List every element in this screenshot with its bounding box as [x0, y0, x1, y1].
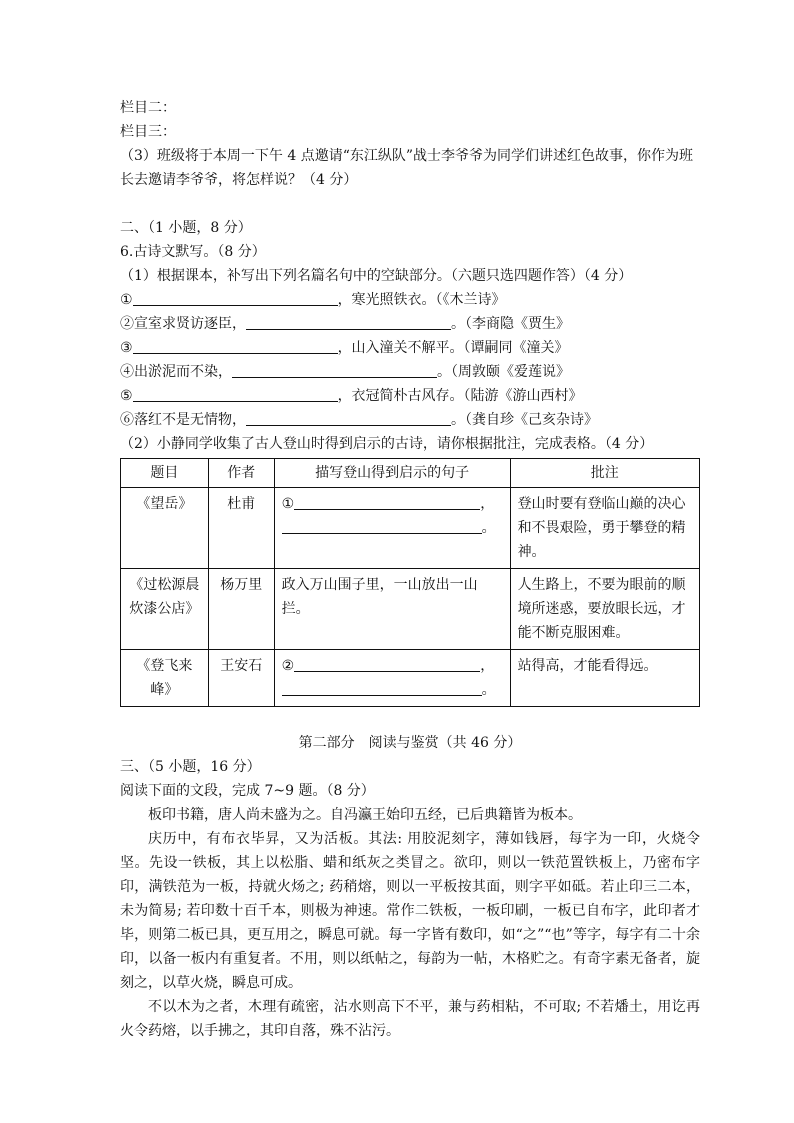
sentence-cell: ② ， 。 [274, 650, 510, 707]
answer-blank[interactable] [232, 363, 437, 378]
table-row [121, 650, 700, 707]
author-cell: 王安石 [208, 650, 274, 707]
poem-item-2: ②宣室求贤访逐臣， 。（李商隐《贾生》 [120, 316, 570, 332]
table-row [121, 569, 700, 650]
author-cell: 杜甫 [208, 488, 274, 569]
poem-item-1: ① ，寒光照铁衣。（《木兰诗》 [120, 292, 506, 308]
column-three-label: 栏目三： [120, 124, 176, 140]
table-header: 描写登山得到启示的句子 [274, 459, 510, 488]
table-header: 题目 [121, 459, 209, 488]
answer-blank[interactable] [282, 519, 482, 534]
answer-blank[interactable] [246, 315, 451, 330]
answer-blank[interactable] [294, 495, 480, 510]
table-header: 作者 [208, 459, 274, 488]
section-2-heading: 二、（1 小题，8 分） [120, 220, 252, 236]
sentence-cell: 政入万山围子里，一山放出一山拦。 [274, 569, 510, 650]
table-header-row [121, 459, 700, 488]
table-header: 批注 [510, 459, 699, 488]
answer-blank[interactable] [133, 339, 338, 354]
answer-blank[interactable] [133, 291, 338, 306]
exam-page [120, 96, 700, 1043]
reading-instruction: 阅读下面的文段，完成 7~9 题。（8 分） [120, 783, 375, 799]
question-6: 6.古诗文默写。（8 分） [120, 244, 266, 260]
poem-item-4: ④出淤泥而不染， 。（周敦颐《爱莲说》 [120, 364, 570, 380]
poem-title-cell: 《望岳》 [121, 488, 209, 569]
question-3: （3）班级将于本周一下午 4 点邀请“东江纵队”战士李爷爷为同学们讲述红色故事，你作为班长去邀请李爷爷，将怎样说？（4 分） [120, 148, 694, 188]
note-cell: 登山时要有登临山巅的决心和不畏艰险，勇于攀登的精神。 [510, 488, 699, 569]
answer-blank[interactable] [294, 657, 480, 672]
answer-blank[interactable] [282, 681, 482, 696]
poem-title-cell: 《登飞来峰》 [121, 650, 209, 707]
author-cell: 杨万里 [208, 569, 274, 650]
note-cell: 人生路上，不要为眼前的顺境所迷惑，要放眼长远，才能不断克服困难。 [510, 569, 699, 650]
question-6-2: （2）小静同学收集了古人登山时得到启示的古诗，请你根据批注，完成表格。（4 分） [120, 436, 654, 452]
question-6-1: （1）根据课本，补写出下列名篇名句中的空缺部分。（六题只选四题作答）（4 分） [120, 268, 633, 284]
poem-item-5: ⑤ ，衣冠简朴古风存。（陆游《游山西村》 [120, 388, 583, 404]
column-two-label: 栏目二： [120, 100, 176, 116]
passage-paragraph-2: 庆历中，有布衣毕昇，又为活板。其法: 用胶泥刻字，薄如钱唇，每字为一印，火烧令坚。先设一铁板，其上以松脂、蜡和纸灰之类冒之。欲印，则以一铁范置铁板上，乃密布字印，满铁范为一板，持就火炀之; 药稍熔，则以一平板按其面，则字平如砥。若止印三二本，未为简易; 若印数十百千本，则极为神速。常作二铁板，一板印刷，一板已自布字，此印者才毕，则第二板已具，更互用之，瞬息可就。每一字皆有数印，如“之”“也”等字，每字有二十余印，以备一板内有重复者。不用，则以纸帖之，每韵为一帖，木格贮之。有奇字素无备者，旋刻之，以草火烧，瞬息可成。 [120, 831, 700, 991]
sentence-cell: ① ， 。 [274, 488, 510, 569]
section-3-heading: 三、（5 小题，16 分） [120, 759, 261, 775]
passage-paragraph-1: 板印书籍，唐人尚未盛为之。自冯瀛王始印五经，已后典籍皆为板本。 [148, 807, 582, 823]
passage-paragraph-3: 不以木为之者，木理有疏密，沾水则高下不平，兼与药相粘，不可取; 不若燔土，用讫再火令药熔，以手拂之，其印自落，殊不沾污。 [120, 999, 700, 1039]
poem-item-6: ⑥落红不是无情物， 。（龚自珍《己亥杂诗》 [120, 412, 598, 428]
answer-blank[interactable] [246, 411, 451, 426]
poem-item-3: ③ ，山入潼关不解平。（谭嗣同《潼关》 [120, 340, 569, 356]
poem-title-cell: 《过松源晨炊漆公店》 [121, 569, 209, 650]
part-2-heading: 第二部分 阅读与鉴赏（共 46 分） [298, 735, 522, 751]
table-row [121, 488, 700, 569]
note-cell: 站得高，才能看得远。 [510, 650, 699, 707]
poem-table [120, 458, 700, 707]
answer-blank[interactable] [133, 387, 338, 402]
